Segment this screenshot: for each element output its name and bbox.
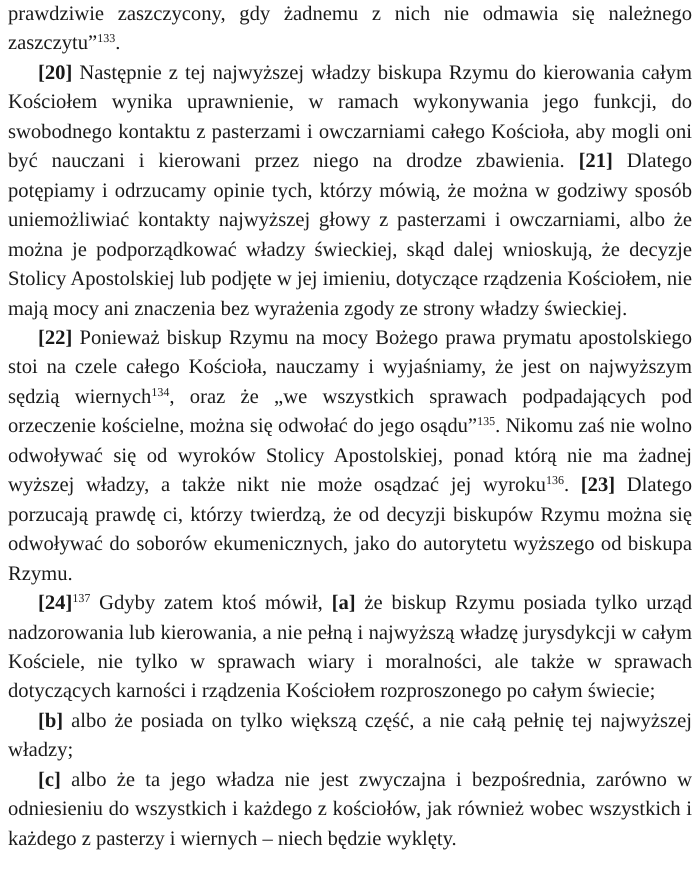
document-page <box>8 0 692 854</box>
paragraph-20-21 <box>8 59 692 324</box>
footnote-ref-133[interactable]: 133 <box>97 31 116 46</box>
section-number-23: [23] <box>580 474 616 497</box>
text-run: albo że ta jego władza nie jest zwyczajna i bezpośrednia, zarówno w odniesieniu do wszystkich i każdego z kościołów, jak również wobec wszystkich i każdego z pasterzy i wiernych – niech będzie wyklęty. <box>8 768 692 850</box>
text-run: Następnie z tej najwyższej władzy biskupa Rzymu do kierowania całym Kościołem wynika uprawnienie, w ramach wykonywania jego funkcji, do swobodnego kontaktu z pasterzami i owczarniami całego Kościoła, aby mogli oni być nauczani i kierowani przez niego na drodze zbawienia. <box>8 61 692 173</box>
text-run: , oraz że „we wszystkich sprawach podpadających pod orzeczenie kościelne, można się odwołać do jego osądu” <box>8 385 692 438</box>
paragraph-24-c <box>8 766 692 854</box>
paragraph-22-23 <box>8 324 692 589</box>
paragraph-24-b <box>8 707 692 766</box>
clause-marker-b: [b] <box>38 709 64 732</box>
text-run: albo że posiada on tylko większą część, a nie całą pełnię tej najwyższej władzy; <box>8 709 692 762</box>
text-run: Gdyby zatem ktoś mówił, <box>90 592 332 615</box>
section-number-24: [24] <box>38 592 73 615</box>
text-run: . <box>115 32 121 55</box>
footnote-ref-136[interactable]: 136 <box>545 473 564 488</box>
section-number-21: [21] <box>578 150 613 173</box>
clause-marker-c: [c] <box>38 768 61 791</box>
footnote-ref-135[interactable]: 135 <box>477 414 496 429</box>
text-run: . Nikomu zaś nie wolno odwoływać się od wyroków Stolicy Apostolskiej, ponad którą nie ma żadnej wyższej władzy, a także nikt nie może osądzać jej wyroku <box>8 415 692 497</box>
text-run: prawdziwie zaszczycony, gdy żadnemu z nich nie odmawia się należnego zaszczytu” <box>8 3 692 55</box>
footnote-ref-137[interactable]: 137 <box>72 591 91 606</box>
paragraph-continuation <box>8 0 692 59</box>
section-number-20: [20] <box>38 61 73 84</box>
text-run: . <box>563 474 581 497</box>
text-run: Dlatego potępiamy i odrzucamy opinie tych, którzy mówią, że można w godziwy sposób uniemożliwiać kontakty najwyższej głowy z pasterzami i owczarniami, albo że można je podporządkować władzy świeckiej, skąd dalej wnioskują, że decyzje Stolicy Apostolskiej lub podjęte w jej imieniu, dotyczące rządzenia Kościołem, nie mają mocy ani znaczenia bez wyrażenia zgody ze strony władzy świeckiej. <box>8 150 692 320</box>
text-run: Dlatego porzucają prawdę ci, którzy twierdzą, że od decyzji biskupów Rzymu można się odwoływać do soborów ekumenicznych, jako do autorytetu wyższego od biskupa Rzymu. <box>8 474 692 585</box>
clause-marker-a: [a] <box>331 592 356 615</box>
text-run: Ponieważ biskup Rzymu na mocy Bożego prawa prymatu apostolskiego stoi na czele całego Kościoła, nauczamy i wyjaśniamy, że jest on najwyższym sędzią wiernych <box>8 326 692 408</box>
section-number-22: [22] <box>38 326 73 349</box>
paragraph-24 <box>8 589 692 707</box>
text-run: że biskup Rzymu posiada tylko urząd nadzorowania lub kierowania, a nie pełną i najwyższą władzę jurysdykcji w całym Kościele, nie tylko w sprawach wiary i moralności, ale także w sprawach dotyczących karności i rządzenia Kościołem rozproszonego po całym świecie; <box>8 592 693 703</box>
footnote-ref-134[interactable]: 134 <box>151 384 170 399</box>
